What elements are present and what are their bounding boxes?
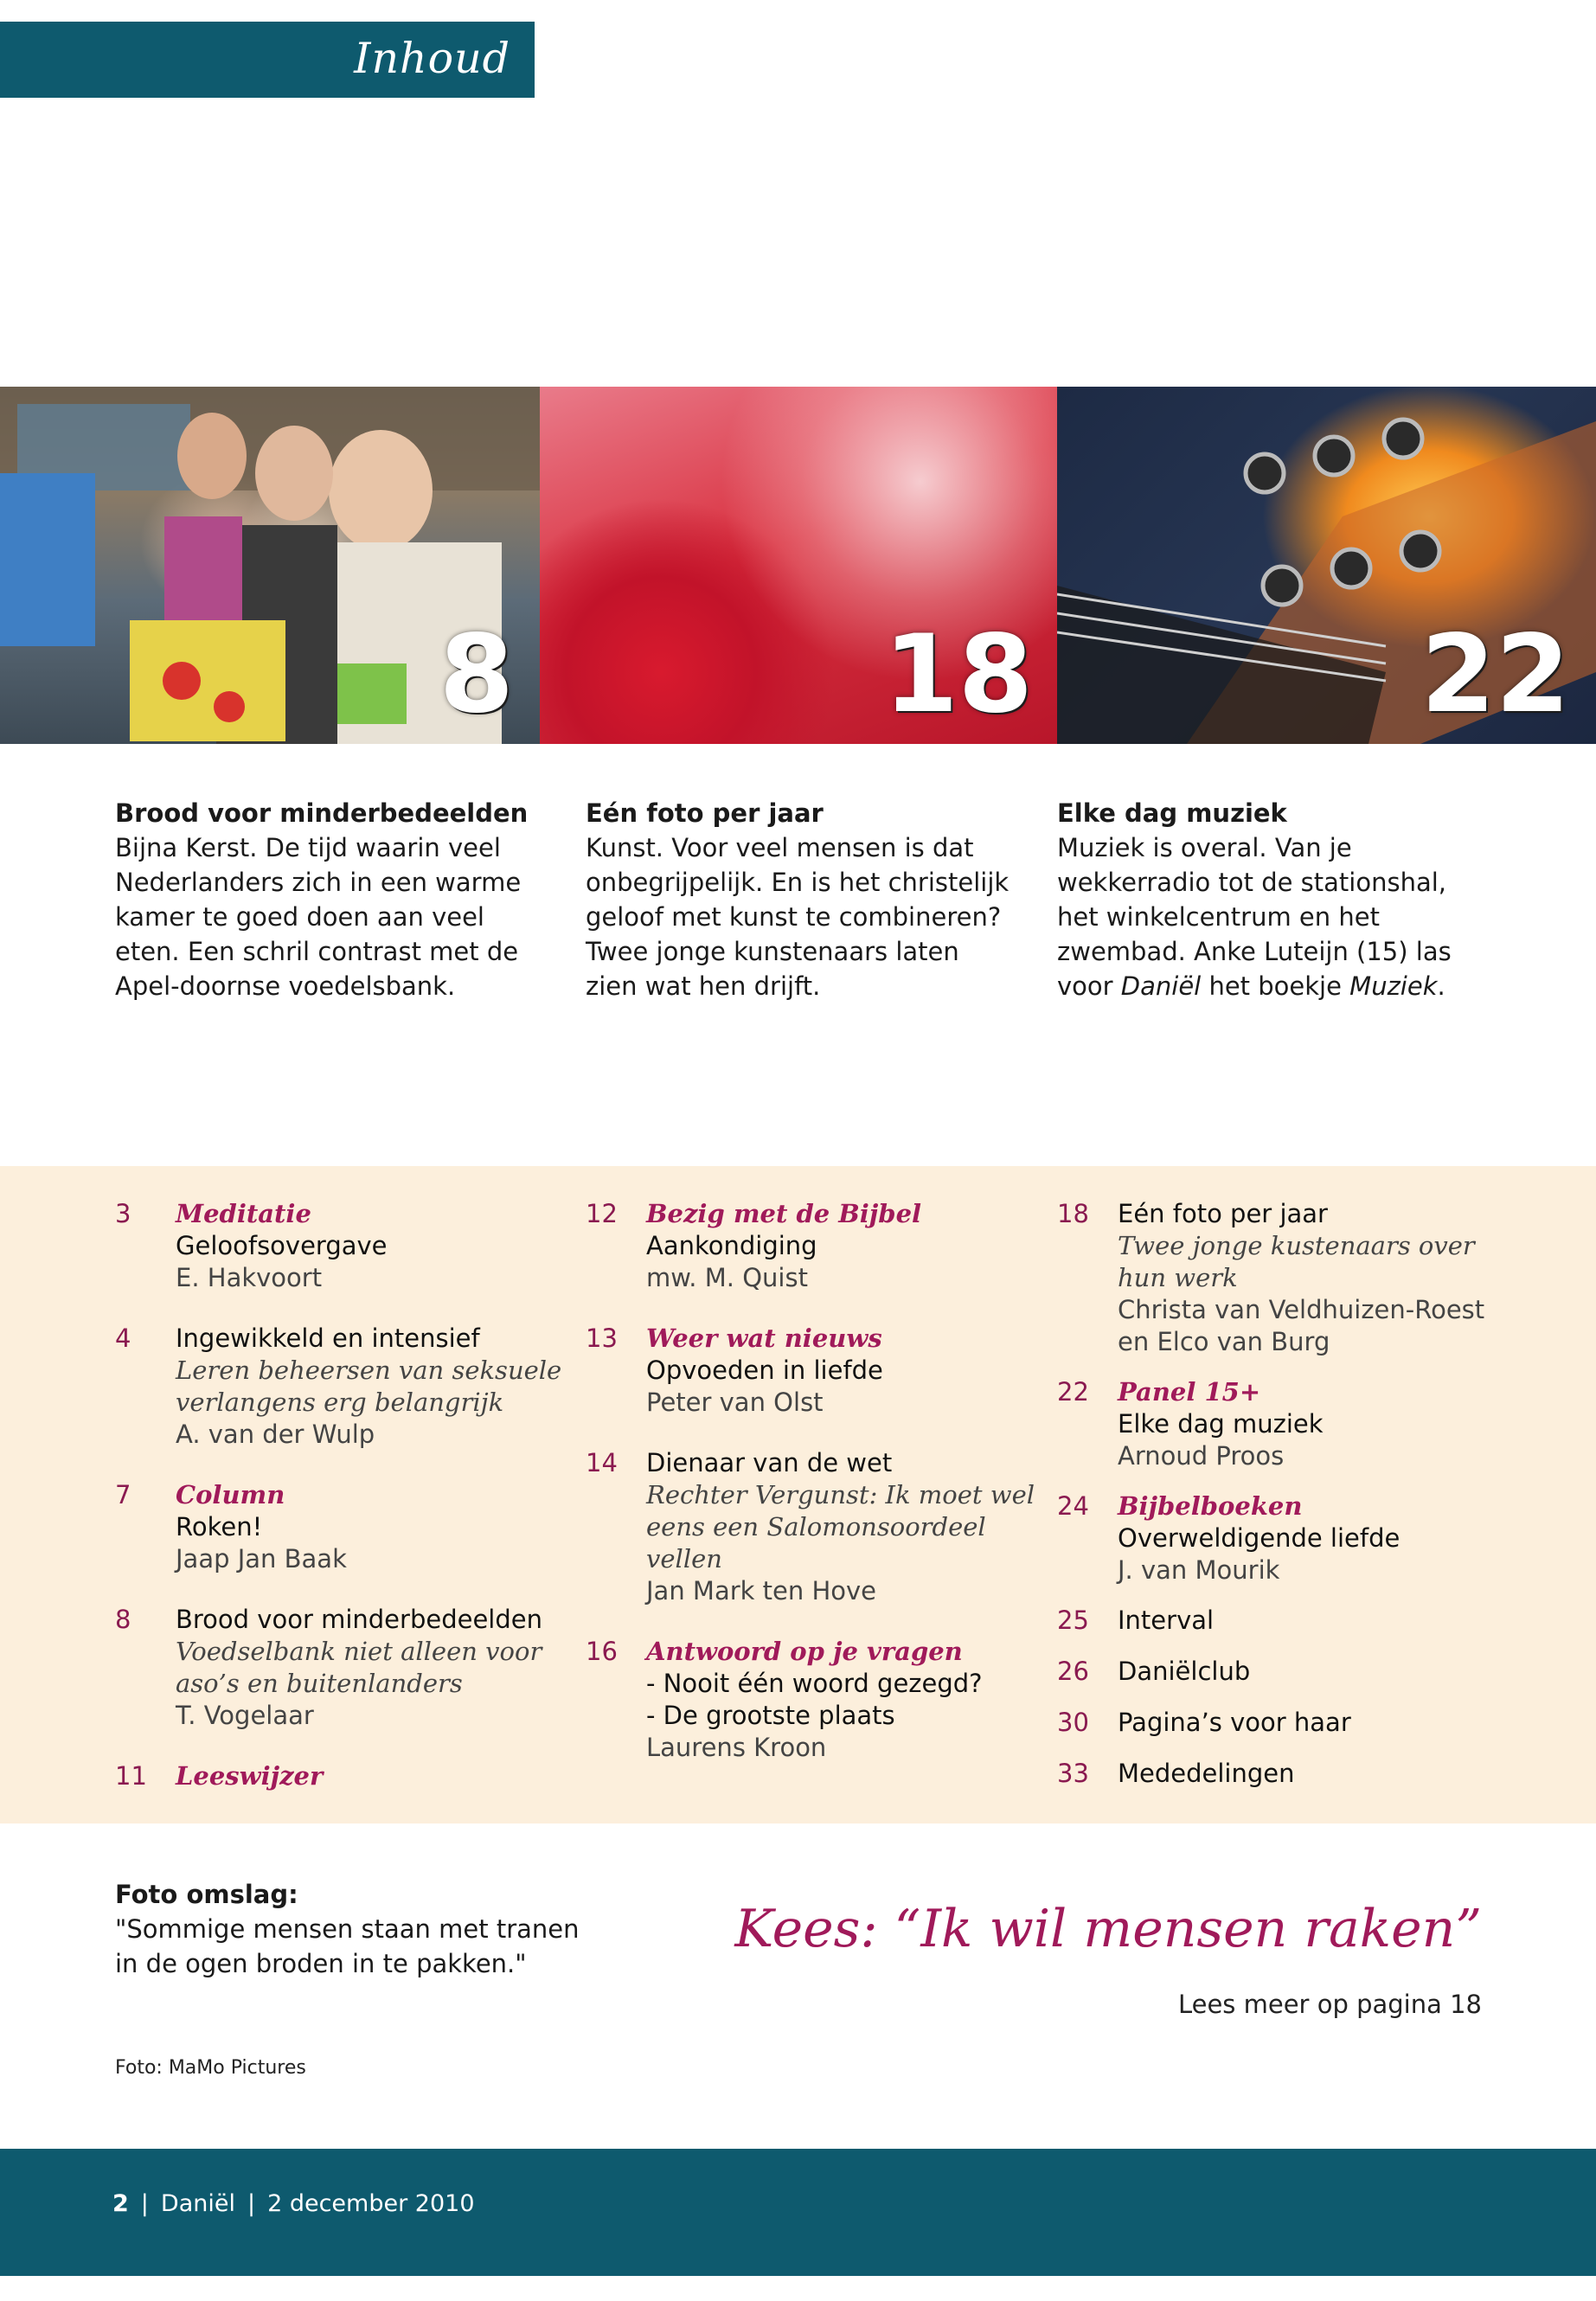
page-number-badge: 22 <box>1420 612 1570 737</box>
toc-subtitle: Rechter Vergunst: Ik moet wel eens een Salomonsoordeel vellen <box>646 1480 1035 1574</box>
toc-page-number: 14 <box>586 1448 618 1477</box>
toc-category: Column <box>176 1480 285 1509</box>
toc-page-number: 33 <box>1057 1759 1089 1788</box>
toc-entry[interactable] <box>586 1323 1035 1419</box>
feature-teaser[interactable] <box>1057 796 1490 1003</box>
footer-band <box>0 2149 1596 2276</box>
toc-title: Opvoeden in liefde <box>646 1356 883 1385</box>
section-header-tab <box>0 22 535 98</box>
toc-title: Geloofsovergave <box>176 1231 388 1260</box>
page-number-badge: 8 <box>439 612 514 737</box>
toc-category: Bijbelboeken <box>1118 1491 1303 1521</box>
toc-category: Bezig met de Bijbel <box>646 1199 922 1228</box>
promo-quote[interactable]: Kees: “Ik wil mensen raken” <box>734 1899 1482 1959</box>
feature-body-text: Muziek is overal. Van je wekkerradio tot de stationshal, het winkelcentrum en het zwembad. Anke Luteijn (15) las voor <box>1057 833 1452 1001</box>
toc-category: Leeswijzer <box>176 1761 324 1791</box>
toc-title: Eén foto per jaar <box>1118 1199 1328 1228</box>
toc-page-number: 18 <box>1057 1199 1089 1228</box>
toc-subtitle: Twee jonge kustenaars over hun werk <box>1118 1231 1475 1292</box>
toc-entry[interactable] <box>586 1636 1035 1764</box>
toc-title: - Nooit één woord gezegd? <box>646 1669 983 1698</box>
feature-photo-art[interactable] <box>540 387 1057 744</box>
toc-entry[interactable] <box>586 1198 1035 1294</box>
footer-magazine-name: Daniël <box>160 2190 235 2217</box>
feature-body-text: het boekje <box>1201 971 1350 1001</box>
toc-author: Arnoud Proos <box>1118 1441 1285 1471</box>
toc-page-number: 7 <box>115 1480 131 1509</box>
toc-title: Ingewikkeld en intensief <box>176 1324 480 1353</box>
footer-separator: | <box>140 2190 149 2217</box>
feature-body: Kunst. Voor veel mensen is dat onbegrijpelijk. En is het christelijk geloof met kunst te combineren? Twee jonge kunstenaars laten zien wat hen drijft. <box>586 833 1010 1001</box>
toc-column-2 <box>586 1198 1035 1764</box>
toc-page-number: 4 <box>115 1324 131 1353</box>
toc-entry[interactable] <box>115 1198 565 1294</box>
footer-folio <box>112 2190 475 2217</box>
toc-page-number: 3 <box>115 1199 131 1228</box>
section-title: Inhoud <box>354 34 510 83</box>
toc-title: Brood voor minderbedeelden <box>176 1605 542 1634</box>
feature-title[interactable]: Eén foto per jaar <box>586 798 824 828</box>
toc-title: - De grootste plaats <box>646 1701 895 1730</box>
toc-title: Mededelingen <box>1118 1759 1295 1788</box>
toc-author: Jaap Jan Baak <box>176 1544 347 1574</box>
toc-category: Meditatie <box>176 1199 311 1228</box>
toc-title: Dienaar van de wet <box>646 1448 893 1477</box>
feature-body-emphasis: Daniël <box>1120 971 1202 1001</box>
feature-body <box>1057 830 1490 1003</box>
toc-entry[interactable] <box>1057 1758 1507 1790</box>
feature-teaser[interactable] <box>115 796 548 1003</box>
toc-entry[interactable] <box>115 1479 565 1575</box>
toc-column-1 <box>115 1198 565 1792</box>
feature-title[interactable]: Brood voor minderbedeelden <box>115 798 529 828</box>
toc-category: Weer wat nieuws <box>646 1324 882 1353</box>
page-number-badge: 18 <box>883 612 1033 737</box>
toc-title: Daniëlclub <box>1118 1657 1251 1686</box>
toc-page-number: 16 <box>586 1637 618 1666</box>
toc-author: Peter van Olst <box>646 1388 824 1417</box>
toc-author: J. van Mourik <box>1118 1555 1280 1585</box>
toc-page-number: 25 <box>1057 1606 1089 1635</box>
toc-category: Antwoord op je vragen <box>646 1637 963 1666</box>
toc-entry[interactable] <box>115 1760 565 1792</box>
toc-entry[interactable] <box>115 1323 565 1451</box>
footer-date: 2 december 2010 <box>267 2190 475 2217</box>
toc-page-number: 30 <box>1057 1708 1089 1737</box>
toc-entry[interactable] <box>1057 1656 1507 1688</box>
toc-column-3 <box>1057 1198 1507 1790</box>
photo-credit: Foto: MaMo Pictures <box>115 2057 306 2079</box>
toc-page-number: 26 <box>1057 1657 1089 1686</box>
feature-teaser[interactable] <box>586 796 1018 1003</box>
feature-body: Bijna Kerst. De tijd waarin veel Nederlanders zich in een warme kamer te goed doen aan veel eten. Een schril contrast met de Apel-doornse voedelsbank. <box>115 833 522 1001</box>
toc-title: Overweldigende liefde <box>1118 1523 1401 1553</box>
feature-body-emphasis: Muziek <box>1349 971 1438 1001</box>
toc-entry[interactable] <box>1057 1707 1507 1739</box>
toc-author: A. van der Wulp <box>176 1420 375 1449</box>
footer-separator: | <box>247 2190 256 2217</box>
toc-page-number: 8 <box>115 1605 131 1634</box>
cover-photo-note <box>115 1877 599 1981</box>
toc-author: mw. M. Quist <box>646 1263 808 1292</box>
feature-body-text: . <box>1437 971 1445 1001</box>
cover-heading: Foto omslag: <box>115 1880 298 1909</box>
toc-entry[interactable] <box>1057 1198 1507 1358</box>
promo-read-more-link[interactable]: Lees meer op pagina 18 <box>1177 1990 1482 2019</box>
toc-page-number: 22 <box>1057 1377 1089 1407</box>
toc-page-number: 12 <box>586 1199 618 1228</box>
toc-page-number: 24 <box>1057 1491 1089 1521</box>
toc-entry[interactable] <box>1057 1376 1507 1472</box>
toc-entry[interactable] <box>586 1447 1035 1607</box>
toc-author: T. Vogelaar <box>176 1701 314 1730</box>
toc-page-number: 13 <box>586 1324 618 1353</box>
footer-page-number: 2 <box>112 2190 129 2217</box>
toc-subtitle: Leren beheersen van seksuele verlangens erg belangrijk <box>176 1356 562 1417</box>
toc-title: Roken! <box>176 1512 263 1541</box>
toc-title: Elke dag muziek <box>1118 1409 1324 1439</box>
toc-author: Christa van Veldhuizen-Roest en Elco van Burg <box>1118 1295 1485 1356</box>
toc-author: Jan Mark ten Hove <box>646 1576 877 1606</box>
toc-title: Interval <box>1118 1606 1215 1635</box>
toc-page-number: 11 <box>115 1761 147 1791</box>
toc-entry[interactable] <box>1057 1605 1507 1637</box>
toc-title: Aankondiging <box>646 1231 817 1260</box>
feature-photo-guitar[interactable] <box>1057 387 1596 744</box>
toc-entry[interactable] <box>115 1604 565 1732</box>
toc-title: Pagina’s voor haar <box>1118 1708 1351 1737</box>
toc-author: E. Hakvoort <box>176 1263 323 1292</box>
feature-title[interactable]: Elke dag muziek <box>1057 798 1287 828</box>
toc-category: Panel 15+ <box>1118 1377 1261 1407</box>
cover-caption: "Sommige mensen staan met tranen in de ogen broden in te pakken." <box>115 1914 580 1978</box>
feature-photo-foodbank[interactable] <box>0 387 540 744</box>
toc-author: Laurens Kroon <box>646 1733 827 1762</box>
toc-entry[interactable] <box>1057 1490 1507 1586</box>
toc-subtitle: Voedselbank niet alleen voor aso’s en buitenlanders <box>176 1637 542 1698</box>
